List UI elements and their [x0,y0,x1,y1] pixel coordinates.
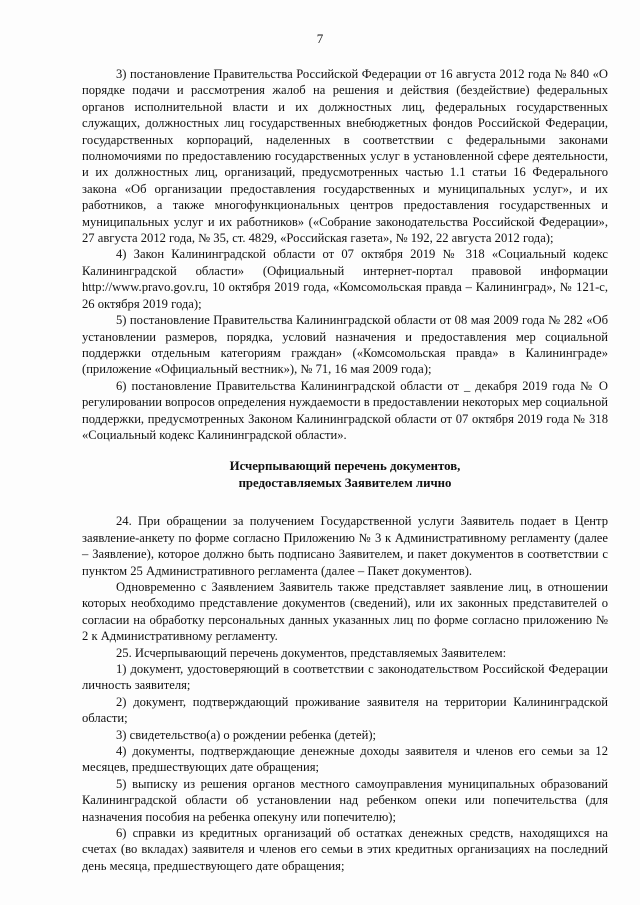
list-item-guardianship-extract: 5) выписку из решения органов местного самоуправления муниципальных образований Калининградской области об установлении над ребенком опеки или попечительства (для назначения пособия на ребенка опекуну или попечителю); [82,776,608,824]
paragraph-item-25: 25. Исчерпывающий перечень документов, представляемых Заявителем: [116,645,507,660]
list-item-bank-statements: 6) справки из кредитных организаций об остатках денежных средств, находящихся на счетах (во вкладах) заявителя и членов его семьи в этих кредитных организациях на последний день месяца, предшествующего дате обращения; [82,826,608,873]
section-heading-line-1: Исчерпывающий перечень документов, [229,459,461,474]
paragraph-decree-282: 5) постановление Правительства Калининградской области от 08 мая 2009 года № 282 «Об установлении размеров, порядка, условий назначения и предоставления мер социальной поддержки отдельным категориям граждан» («Комсомольская правда» в Калининграде» (приложение «Официальный вестник»), № 71, 16 мая 2009 года); [82,313,608,377]
page-number: 7 [316,31,324,46]
paragraph-decree-december-2019: 6) постановление Правительства Калининградской области от _ декабря 2019 года № О регулировании вопросов определения нуждаемости в предоставлении некоторых мер социальной поддержки, предусмотренных Законом Калининградской области от 07 октября 2019 года № 318 «Социальный кодекс Калининградской области». [82,378,608,442]
section-heading-line-2: предоставляемых Заявителем лично [238,476,452,491]
list-item-residence-document: 2) документ, подтверждающий проживание заявителя на территории Калининградской области; [82,694,608,726]
list-item-identity-document: 1) документ, удостоверяющий в соответствии с законодательством Российской Федерации личность заявителя; [82,662,608,693]
list-item-birth-certificate: 3) свидетельство(а) о рождении ребенка (детей); [116,727,377,742]
document-body [82,66,608,874]
paragraph-law-318: 4) Закон Калининградской области от 07 октября 2019 № 318 «Социальный кодекс Калининградской области» (Официальный интернет-портал правовой информации http://www.pravo.gov.ru, 10 октября 2019 года, «Комсомольская правда – Калининград», № 121-с, 26 октября 2019 года); [82,247,608,311]
paragraph-consent: Одновременно с Заявлением Заявитель также представляет заявление лиц, в отношении которых необходимо представление документов (сведений), или их законных представителей о согласии на обработку персональных данных указанных лиц по форме согласно приложению № 2 к Административному регламенту. [82,579,608,644]
paragraph-item-24: 24. При обращении за получением Государственной услуги Заявитель подает в Центр заявление-анкету по форме согласно Приложению № 3 к Административному регламенту (далее – Заявление), которое должно быть подписано Заявителем, и пакет документов в соответствии с пунктом 25 Административного регламента (далее – Пакет документов). [82,514,608,578]
section-heading [82,458,608,492]
list-item-income-documents: 4) документы, подтверждающие денежные доходы заявителя и членов его семьи за 12 месяцев, предшествующих дате обращения; [82,744,608,775]
paragraph-decree-840: 3) постановление Правительства Российской Федерации от 16 августа 2012 года № 840 «О порядке подачи и рассмотрения жалоб на решения и действия (бездействие) федеральных органов исполнительной власти и их должностных лиц, федеральных государственных служащих, должностных лиц государственных внебюджетных фондов Российской Федерации, государственных корпораций, наделенных в соответствии с федеральными законами полномочиями по предоставлению государственных услуг в установленной сфере деятельности, и их должностных лиц, организаций, предусмотренных частью 1.1 статьи 16 Федерального закона «Об организации предоставления государственных и муниципальных услуг», и их работников, а также многофункциональных центров предоставления государственных и муниципальных услуг и их работников» («Собрание законодательства Российской Федерации», 27 августа 2012 года, № 35, ст. 4829, «Российская газета», № 192, 22 августа 2012 года); [82,67,608,246]
